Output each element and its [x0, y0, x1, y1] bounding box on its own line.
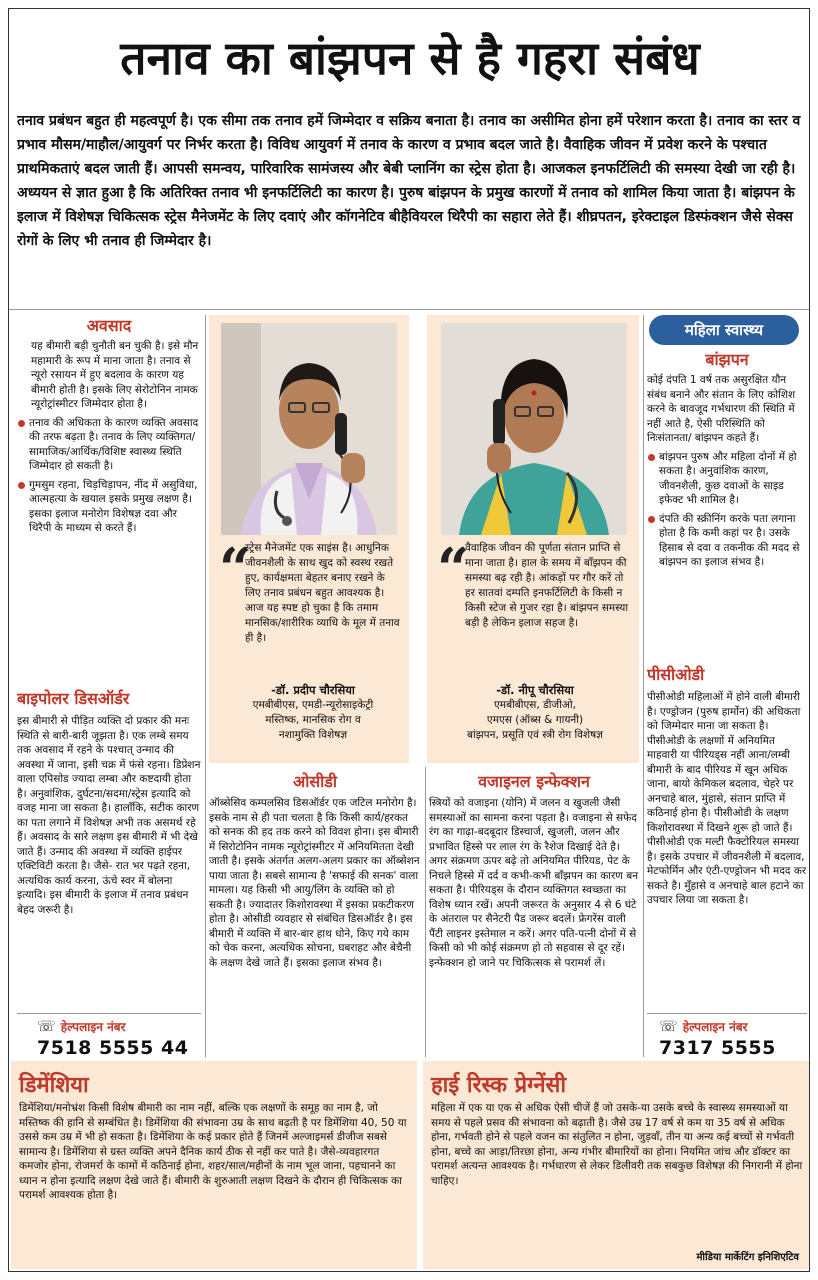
doctor2-degree: एमबीबीएस, डीजीओ, [493, 699, 577, 711]
doctor2-portrait [441, 323, 627, 535]
doctor2-signature [437, 683, 633, 743]
avsad-bullet: तनाव की अधिकता के कारण व्यक्ति अवसाद की तरफ बढ़ता है। तनाव के लिए व्यक्तिगत/सामाजिक/आर्थिक/विशिष्ट स्वास्थ्य स्थिति जिम्मेदार हो सकती है। [17, 416, 201, 474]
quote-mark-icon: “ [219, 536, 252, 602]
banjhpan-bullet: बांझपन पुरुष और महिला दोनों में हो सकता है। अनुवांशिक कारण, जीवनशैली, कुछ दवाओं के साइड इफेक्ट भी शामिल है। [647, 450, 807, 508]
helpline-label [659, 1017, 809, 1035]
doctor1-signature [223, 683, 403, 743]
avsad-title: अवसाद [86, 316, 132, 335]
doctor2-photo [441, 323, 627, 535]
doctor1-specialty: मस्तिष्क, मानसिक रोग व [265, 714, 361, 726]
page-title: तनाव का बांझपन से है गहरा संबंध [120, 31, 700, 85]
doctor1-quote: स्ट्रेस मैनेजमेंट एक साइंस है। आधुनिक जीवनशैली के साथ खुद को स्वस्थ रखते हुए, कार्यक्षमता बेहतर बनाए रखने के लिए तनाव प्रबंधन बहुत आवश्यक है। आज यह स्पष्ट हो चुका है कि तमाम मानसिक/शारीरिक व्याधि के मूल में तनाव ही है। [245, 542, 400, 644]
womens-health-pill: महिला स्वास्थ्य [649, 315, 799, 345]
doctor1-portrait [221, 323, 397, 535]
ocd-section [209, 771, 421, 1057]
helpline-number[interactable]: 7518 5555 44 [37, 1037, 189, 1059]
doctor2-degree: एमएस (ऑब्स & गायनी) [486, 714, 584, 726]
pregnancy-panel [423, 1061, 809, 1269]
doctor1-panel [209, 315, 409, 763]
dementia-title: डिमेंशिया [19, 1073, 89, 1098]
helpline-left [37, 1017, 188, 1059]
pregnancy-text: महिला में एक या एक से अधिक ऐसी चीजें हैं जो उसके-या उसके बच्चे के स्वास्थ्य समस्याओं या समय से पहले प्रसव की संभावना को बढ़ाती है। जैसे उम्र 17 वर्ष से कम या 35 वर्ष से अधिक होना, गर्भवती होने से पहले वजन का संतुलित न होना, जुड़वाँ, तीन या अन्य कई बच्चों से गर्भवती होना, बच्चे का आड़ा/तिरछा होना, अन्य गंभीर बीमारियों का होना। नियमित जांच और डॉक्टर का परामर्श अत्यन्त आवश्यक है। गर्भधारण से लेकर डिलीवरी तक सबकुछ विशेषज्ञ की निगरानी में होना चाहिए। [431, 1102, 803, 1187]
ocd-title: ओसीडी [292, 772, 338, 791]
doctor2-specialty: बांझपन, प्रसूति एवं स्त्री रोग विशेषज्ञ [467, 729, 603, 741]
banjhpan-section [647, 349, 807, 659]
dementia-panel [11, 1061, 417, 1269]
quote-mark-icon: “ [437, 536, 470, 602]
vaginal-title: वजाइनल इन्फेक्शन [478, 772, 590, 791]
bipolar-title: बाइपोलर डिसऑर्डर [17, 689, 130, 708]
doctor1-name: -डॉ. प्रदीप चौरसिया [271, 683, 355, 697]
pregnancy-title: हाई रिस्क प्रेग्नेंसी [431, 1073, 567, 1098]
divider [205, 315, 206, 1057]
media-credit: मीडिया मार्केटिंग इनिशिएटिव [696, 1252, 799, 1263]
avsad-text: यह बीमारी बड़ी चुनौती बन चुकी है। इसे मौन महामारी के रूप में माना जाता है। तनाव से न्यूरो रसायन में हुए बदलाव के कारण यह बीमारी होती है। इसके लिए सेरोटोनिन नामक न्यूरोट्रांस्मीटर जिम्मेदार होता है। [31, 340, 199, 410]
helpline-label-text: हेल्पलाइन नंबर [60, 1019, 126, 1034]
banjhpan-bullets [647, 450, 807, 570]
bipolar-section [17, 687, 201, 1011]
pcod-section [647, 663, 807, 1013]
divider [643, 315, 644, 1057]
vaginal-text: स्त्रियों को वजाइना (योनि) में जलन व खुजली जैसी समस्याओं का सामना करना पड़ता है। वजाइना से सफेद रंग का गाढ़ा-बदबूदार डिस्चार्ज, खुजली, जलन और प्रभावित हिस्से पर लाल रंग के रैशेज दिखाई देते है। अगर संक्रमण ऊपर बढ़े तो अनियमित पीरियड, पेट के निचले हिस्से में दर्द व कभी-कभी बाँझपन का कारण बन सकता है। पीरियड्स के दौरान व्यक्तिगत स्वच्छता का विशेष ध्यान रखें। अपनी जरूरत के अनुसार 4 से 6 घंटे के अंतराल पर सैनेटरी पैड जरूर बदलें। फ्रेगरेंस वाली पैंटी लाइनर इस्तेमाल न करें। अगर पति-पत्नी दोनों में से किसी को भी कोई संक्रमण हो तो सहवास से दूर रहें। इन्फेक्शन हो जाने पर चिकित्सक से परामर्श लें। [429, 797, 639, 969]
intro-paragraph: तनाव प्रबंधन बहुत ही महत्वपूर्ण है। एक सीमा तक तनाव हमें जिम्मेदार व सक्रिय बनाता है। तनाव का असीमित होना हमें परेशान करता है। तनाव का स्तर व प्रभाव मौसम/माहौल/आयुवर्ग पर निर्भर करता है। विविध आयुवर्ग में तनाव के कारण व प्रभाव बदल जाते है। वैवाहिक जीवन में प्रवेश करने के पश्चात प्राथमिकताएं बदल जाती हैं। आपसी समन्वय, पारिवारिक सामंजस्य और बेबी प्लानिंग का स्ट्रेस होता है। आजकल इनफर्टिलिटी की समस्या देखी जा रही है। अध्ययन से ज्ञात हुआ है कि अतिरिक्त तनाव भी इनफर्टिलिटी का कारण है। पुरुष बांझपन के प्रमुख कारणों में तनाव को शामिल किया जाता है। बांझपन के इलाज में विशेषज्ञ चिकित्सक स्ट्रेस मैनेजमेंट के लिए दवाएं और कॉगनेटिव बीहैवियरल थिरैपी का सहारा लेते हैं। शीघ्रपतन, इरेक्टाइल डिस्फंक्शन जैसे सेक्स रोगों के लिए भी तनाव ही जिम्मेदार है। [17, 113, 801, 249]
phone-icon: ☏ [37, 1017, 56, 1035]
helpline-number[interactable]: 7317 5555 [659, 1037, 776, 1059]
divider [425, 767, 426, 1057]
banjhpan-bullet: दंपति की स्क्रीनिंग करके पता लगाना होता है कि कमी कहां पर है। उसके हिसाब से दवा व तकनीक की मदद से बांझपन का इलाज संभव है। [647, 512, 807, 570]
avsad-bullet: गुमसुम रहना, चिड़चिड़ापन, नींद में असुविधा, आत्महत्या के खयाल इसके प्रमुख लक्षण है। इसका इलाज मनोरोग विशेषज्ञ दवा और थिरैपी के माध्यम से करते हैं। [17, 478, 201, 536]
phone-icon: ☏ [659, 1017, 678, 1035]
divider [9, 309, 810, 310]
avsad-bullets [17, 416, 201, 536]
doctor2-quote: वैवाहिक जीवन की पूर्णता संतान प्राप्ति से माना जाता है। हाल के समय में बाँझपन की समस्या बढ़ रही है। आंकड़ों पर गौर करें तो हर सातवां दम्पति इनफर्टिलिटी के किसी न किसी स्टेज से गुजर रहा है। बांझपन समस्या बड़ी है लेकिन इलाज सहज है। [465, 542, 629, 629]
banjhpan-title: बांझपन [705, 350, 749, 369]
doctor1-photo [221, 323, 397, 535]
advertorial-page [8, 8, 810, 1272]
divider [17, 1013, 201, 1014]
dementia-text: डिमेंशिया/मनोभ्रंश किसी विशेष बीमारी का नाम नहीं, बल्कि एक लक्षणों के समूह का नाम है, जो मस्तिष्क की हानि से सम्बंधित है। डिमेंशिया की संभावना उम्र के साथ बढ़ती है पर डिमेंशिया 40, 50 या उससे कम उम्र में भी हो सकता है। डिमेंशिया के कई प्रकार होते हैं जिनमें अल्जाइमर्स डीजीज सबसे सामान्य है। डिमेंशिया से ग्रस्त व्यक्ति अपने दैनिक कार्य ठीक से नहीं कर पाते है। जैसे-व्यवहारगत कमजोर होना, रोजमर्रा के कामों में कठिनाई होना, शहर/साल/महीनों के नाम भूल जाना, पहचानने का ध्यान न होना इत्यादि लक्षण देखे जाते हैं। बीमारी के शुरुआती लक्षण दिखने के दौरान ही चिकित्सक का परामर्श आवश्यक होता है। [19, 1102, 407, 1201]
helpline-label [37, 1017, 188, 1035]
doctor1-specialty: नशामुक्ति विशेषज्ञ [278, 729, 348, 741]
pcod-text: पीसीओडी महिलाओं में होने वाली बीमारी है। एण्ड्रोजन (पुरुष हार्मोन) की अधिकता को जिम्मेदार माना जा सकता है। पीसीओडी के लक्षणों में अनियमित माहवारी या पीरियड्स नहीं आना/लम्बी बीमारी के बाद पीरियड में खून अधिक जाना, बायो केमिकल बदलाव, चेहरे पर अनचाहे बाल, मुंहासे, संतान प्राप्ति में कठिनाई होना है। पीसीओडी के लक्षण किशोरावस्था में दिखने शुरू हो जाते हैं। पीसीओडी एक मल्टी फैक्टोरियल समस्या है। इसके उपचार में जीवनशैली में बदलाव, मेटफोर्मिन और एंटी-एण्ड्रोजन भी मदद कर सकते है। मुँहासे व अनचाहे बाल हटाने का उपचार लिया जा सकता है। [647, 691, 807, 906]
avsad-section [17, 315, 201, 685]
banjhpan-text: कोई दंपति 1 वर्ष तक असुरक्षित यौन संबंध बनाने और संतान के लिए कोशिश करने के बावजूद गर्भधारण की स्थिति में नहीं आते है, ऐसी परिस्थिति को निःसंतानता/ बांझपन कहते हैं। [647, 374, 796, 444]
vaginal-section [429, 771, 639, 1057]
helpline-label-text: हेल्पलाइन नंबर [682, 1019, 748, 1034]
pcod-title: पीसीओडी [647, 665, 705, 684]
ocd-text: ऑब्सेसिव कम्पलसिव डिसऑर्डर एक जटिल मनोरोग है। इसके नाम से ही पता चलता है कि किसी कार्य/हरकत को सनक की हद तक करने को विवश होना। इस बीमारी में सिरोटोनिन नामक न्यूरोट्रांस्मीटर में अनियमितता देखी जाती है। इसके अंतर्गत अलग-अलग प्रकार का ऑब्सेशन पाया जाता है। सबसे सामान्य है 'सफाई की सनक' वाला मामला। यह किसी भी आयु/लिंग के व्यक्ति को हो सकती है। ज्यादातर किशोरावस्था में इसका प्रकटीकरण होता है। ओसीडी व्यवहार से संबंधित डिसऑर्डर है। इस बीमारी में व्यक्ति में बार-बार हाथ धोने, किए गये काम को चेक करना, अत्यधिक सोचना, घबराहट और बेचैनी के लक्षण देखे जाते हैं। इसका इलाज संभव है। [209, 797, 420, 969]
doctor2-name: -डॉ. नीपू चौरसिया [496, 683, 574, 697]
divider [647, 1013, 807, 1014]
doctor1-degree: एमबीबीएस, एमडी-न्यूरोसाइकेट्री [252, 699, 374, 711]
bipolar-text: इस बीमारी से पीड़ित व्यक्ति दो प्रकार की मनः स्थिति से बारी-बारी जूझता है। एक लम्बे समय तक अवसाद में रहने के पश्चात् उन्माद की अवस्था में जाना, इसी चक्र में फंसे रहना। डिप्रेशन वाला एपिसोड ज्यादा लम्बा और कष्टदायी होता है। अनुवांशिक, दुर्घटना/सदमा/स्ट्रेस इत्यादि को वजह माना जा सकता है। हालाँकि, सटीक कारण का पता लगाने में विशेषज्ञ अभी तक असमर्थ रहे हैं। अवसाद के सारे लक्षण इस बीमारी में भी देखे जाते हैं। उन्माद की अवस्था में व्यक्ति हाईपर एक्टिविटी करता है। जैसे- रात भर पढ़ते रहना, अत्यधिक कार्य करना, ऊंचे स्वर में बोलना इत्यादि। इस बीमारी के इलाज में तनाव प्रबंधन बेहद जरूरी है। [17, 715, 201, 916]
doctor2-panel [427, 315, 639, 763]
